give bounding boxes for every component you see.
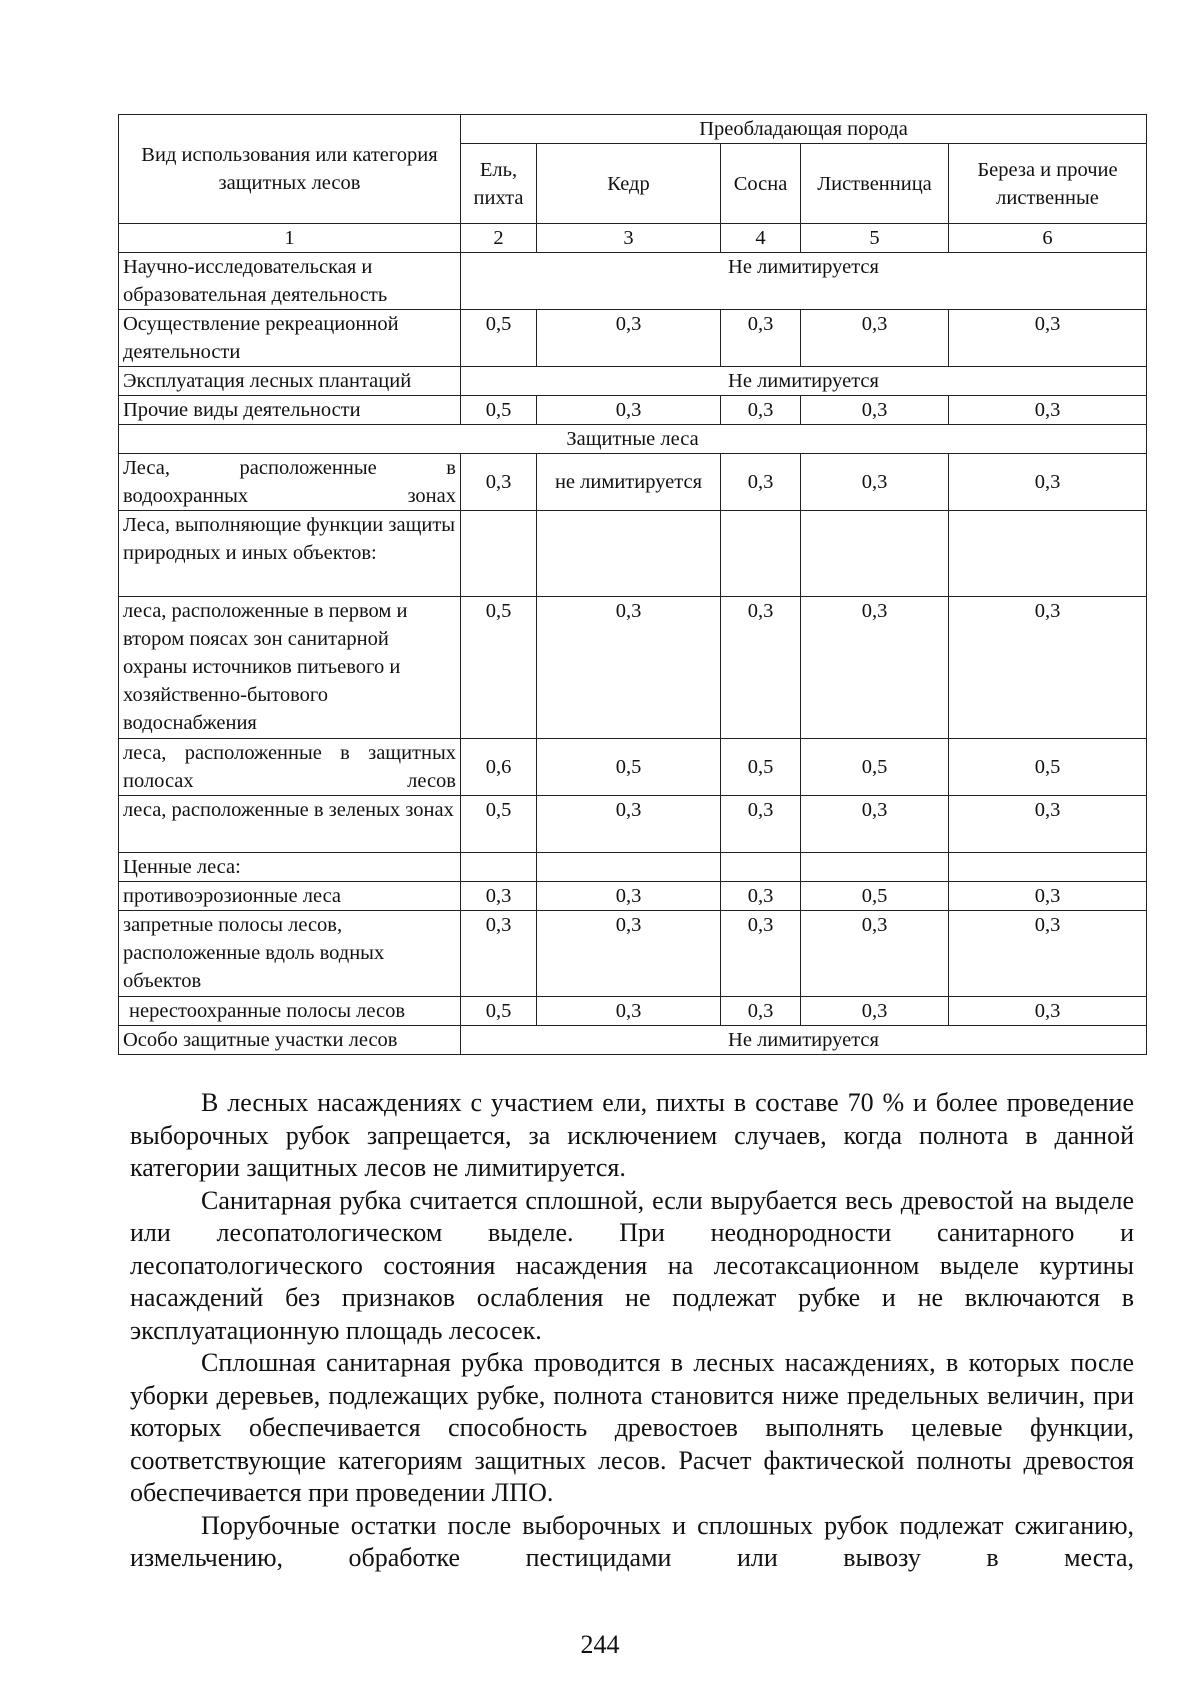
value-cell: 0,5 bbox=[461, 796, 537, 853]
value-cell: 0,5 bbox=[801, 882, 949, 911]
paragraph: Санитарная рубка считается сплошной, если вырубается весь древостой на выделе или лесопатологическом выделе. При неоднородности санитарного и лесопатологического состояния насаждения на лесотаксационном выделе куртины насаждений без признаков ослабления не подлежат рубке и не включаются в эксплуатационную площадь лесосек. bbox=[130, 1185, 1134, 1345]
header-use-type: Вид использования или категория защитных лесов bbox=[119, 115, 461, 224]
value-cell: 0,3 bbox=[537, 396, 721, 425]
value-cell bbox=[537, 853, 721, 882]
row-label: Ценные леса: bbox=[119, 853, 461, 882]
body-text bbox=[130, 1087, 1134, 1575]
row-label: леса, расположенные в зеленых зонах bbox=[119, 796, 461, 853]
value-cell bbox=[537, 511, 721, 597]
value-cell: 0,3 bbox=[949, 911, 1147, 997]
value-cell: 0,3 bbox=[949, 597, 1147, 739]
value-cell bbox=[721, 853, 801, 882]
value-cell: 0,3 bbox=[801, 310, 949, 367]
column-number: 3 bbox=[537, 224, 721, 253]
value-cell: 0,3 bbox=[949, 796, 1147, 853]
table-row bbox=[119, 882, 1147, 911]
value-cell: 0,3 bbox=[537, 911, 721, 997]
value-cell: 0,3 bbox=[721, 454, 801, 511]
row-label: Леса, выполняющие функции защиты природных и иных объектов: bbox=[119, 511, 461, 597]
not-limited-cell: Не лимитируется bbox=[461, 1026, 1147, 1055]
value-cell: 0,3 bbox=[801, 396, 949, 425]
value-cell: 0,3 bbox=[801, 597, 949, 739]
paragraph: В лесных насаждениях с участием ели, пихты в составе 70 % и более проведение выборочных рубок запрещается, за исключением случаев, когда полнота в данной категории защитных лесов не лимитируется. bbox=[130, 1088, 1134, 1182]
value-cell: 0,3 bbox=[721, 310, 801, 367]
value-cell: 0,5 bbox=[949, 739, 1147, 796]
value-cell: 0,3 bbox=[721, 997, 801, 1026]
row-label: нерестоохранные полосы лесов bbox=[119, 997, 461, 1026]
row-label: Особо защитные участки лесов bbox=[119, 1026, 461, 1055]
page-number: 244 bbox=[580, 1630, 620, 1659]
paragraph: Порубочные остатки после выборочных и сплошных рубок подлежат сжиганию, измельчению, обработке пестицидами или вывозу в места, bbox=[130, 1510, 1134, 1572]
value-cell bbox=[949, 853, 1147, 882]
section-protective-forests: Защитные леса bbox=[119, 425, 1147, 454]
value-cell: 0,6 bbox=[461, 739, 537, 796]
value-cell: 0,3 bbox=[721, 396, 801, 425]
table-row bbox=[119, 511, 1147, 597]
value-cell: 0,3 bbox=[721, 597, 801, 739]
row-label: Прочие виды деятельности bbox=[119, 396, 461, 425]
thinning-limits-table bbox=[118, 114, 1147, 1055]
header-species-larch: Лиственница bbox=[801, 144, 949, 224]
table-row bbox=[119, 853, 1147, 882]
not-limited-cell: Не лимитируется bbox=[461, 253, 1147, 310]
paragraph: Сплошная санитарная рубка проводится в лесных насаждениях, в которых после уборки деревьев, подлежащих рубке, полнота становится ниже предельных величин, при которых обеспечивается способность древостоев выполнять целевые функции, соответствующие категориям защитных лесов. Расчет фактической полноты древостоя обеспечивается при проведении ЛПО. bbox=[130, 1348, 1134, 1507]
table-row bbox=[119, 310, 1147, 367]
value-cell: 0,3 bbox=[949, 454, 1147, 511]
value-cell: 0,3 bbox=[461, 454, 537, 511]
value-cell: 0,5 bbox=[537, 739, 721, 796]
column-number: 4 bbox=[721, 224, 801, 253]
value-cell bbox=[461, 853, 537, 882]
row-label: запретные полосы лесов, расположенные вдоль водных объектов bbox=[119, 911, 461, 997]
value-cell: 0,3 bbox=[801, 997, 949, 1026]
row-label: Эксплуатация лесных плантаций bbox=[119, 367, 461, 396]
value-cell: 0,5 bbox=[801, 739, 949, 796]
value-cell: 0,5 bbox=[461, 997, 537, 1026]
column-number: 2 bbox=[461, 224, 537, 253]
value-cell bbox=[949, 511, 1147, 597]
value-cell: 0,3 bbox=[721, 911, 801, 997]
column-number: 1 bbox=[119, 224, 461, 253]
value-cell: 0,5 bbox=[461, 396, 537, 425]
column-number: 6 bbox=[949, 224, 1147, 253]
table-row bbox=[119, 367, 1147, 396]
row-label: леса, расположенные в защитных полосах лесов bbox=[119, 739, 461, 796]
not-limited-cell: Не лимитируется bbox=[461, 367, 1147, 396]
table-row bbox=[119, 454, 1147, 511]
table-row bbox=[119, 1026, 1147, 1055]
header-species-cedar: Кедр bbox=[537, 144, 721, 224]
value-cell bbox=[461, 511, 537, 597]
value-cell bbox=[801, 511, 949, 597]
value-cell: не лимитируется bbox=[537, 454, 721, 511]
value-cell bbox=[721, 511, 801, 597]
section-row bbox=[119, 425, 1147, 454]
value-cell: 0,3 bbox=[949, 997, 1147, 1026]
row-label: Леса, расположенные в водоохранных зонах bbox=[119, 454, 461, 511]
table-row bbox=[119, 739, 1147, 796]
value-cell: 0,5 bbox=[461, 597, 537, 739]
header-dominant-species: Преобладающая порода bbox=[461, 115, 1147, 144]
value-cell: 0,3 bbox=[537, 796, 721, 853]
value-cell: 0,3 bbox=[537, 310, 721, 367]
value-cell: 0,5 bbox=[461, 310, 537, 367]
value-cell: 0,3 bbox=[801, 796, 949, 853]
value-cell: 0,3 bbox=[721, 882, 801, 911]
table-row bbox=[119, 253, 1147, 310]
value-cell: 0,3 bbox=[949, 396, 1147, 425]
value-cell: 0,3 bbox=[949, 882, 1147, 911]
value-cell bbox=[801, 853, 949, 882]
row-label: леса, расположенные в первом и втором поясах зон санитарной охраны источников питьевого и хозяйственно-бытового водоснабжения bbox=[119, 597, 461, 739]
value-cell: 0,3 bbox=[537, 882, 721, 911]
value-cell: 0,3 bbox=[461, 911, 537, 997]
table-row bbox=[119, 911, 1147, 997]
value-cell: 0,3 bbox=[537, 997, 721, 1026]
value-cell: 0,3 bbox=[721, 796, 801, 853]
value-cell: 0,3 bbox=[949, 310, 1147, 367]
value-cell: 0,3 bbox=[461, 882, 537, 911]
table-row bbox=[119, 396, 1147, 425]
value-cell: 0,5 bbox=[721, 739, 801, 796]
column-number: 5 bbox=[801, 224, 949, 253]
value-cell: 0,3 bbox=[801, 911, 949, 997]
row-label: противоэрозионные леса bbox=[119, 882, 461, 911]
value-cell: 0,3 bbox=[801, 454, 949, 511]
header-species-fir: Ель, пихта bbox=[461, 144, 537, 224]
table-row bbox=[119, 796, 1147, 853]
table-row bbox=[119, 997, 1147, 1026]
value-cell: 0,3 bbox=[537, 597, 721, 739]
table-row bbox=[119, 597, 1147, 739]
row-label: Осуществление рекреационной деятельности bbox=[119, 310, 461, 367]
header-species-pine: Сосна bbox=[721, 144, 801, 224]
header-species-birch: Береза и прочие лиственные bbox=[949, 144, 1147, 224]
row-label: Научно-исследовательская и образовательная деятельность bbox=[119, 253, 461, 310]
